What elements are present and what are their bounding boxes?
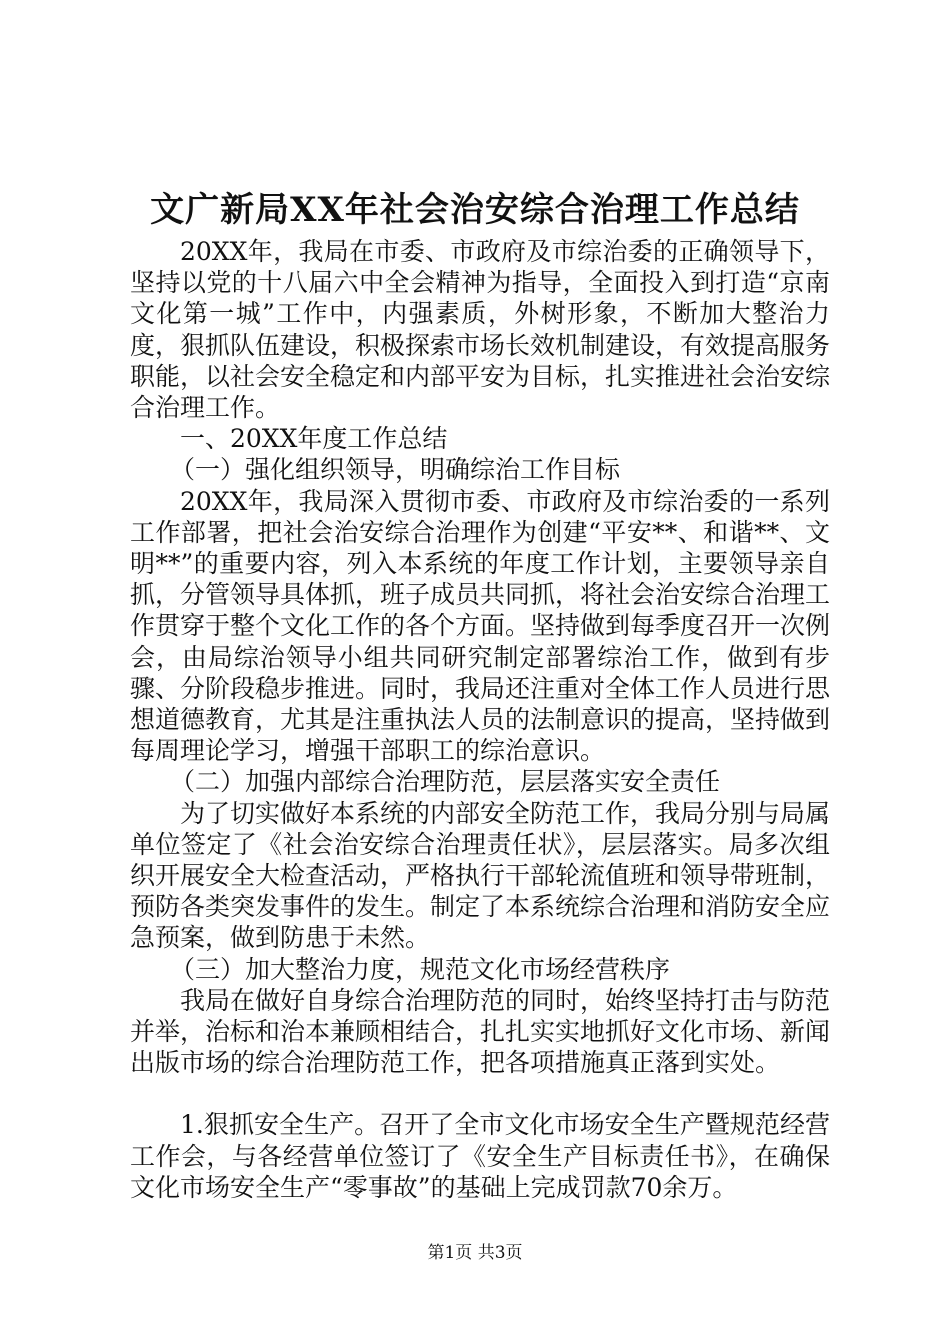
body-paragraph: 我局在做好自身综合治理防范的同时，始终坚持打击与防范并举，治标和治本兼顾相结合，扎扎实实地抓好文化市场、新闻出版市场的综合治理防范工作，把各项措施真正落到实处。 — [130, 985, 831, 1078]
body-paragraph: 20XX年，我局深入贯彻市委、市政府及市综治委的一系列工作部署，把社会治安综合治理作为创建“平安**、和谐**、文明**”的重要内容，列入本系统的年度工作计划，主要领导亲自抓，分管领导具体抓，班子成员共同抓，将社会治安综合治理工作贯穿于整个文化工作的各个方面。坚持做到每季度召开一次例会，由局综治领导小组共同研究制定部署综治工作，做到有步骤、分阶段稳步推进。同时，我局还注重对全体工作人员进行思想道德教育，尤其是注重执法人员的法制意识的提高，坚持做到每周理论学习，增强干部职工的综治意识。 — [130, 486, 831, 766]
intro-paragraph: 20XX年，我局在市委、市政府及市综治委的正确领导下，坚持以党的十八届六中全会精神为指导，全面投入到打造“京南文化第一城”工作中，内强素质，外树形象，不断加大整治力度，狠抓队伍建设，积极探索市场长效机制建设，有效提高服务职能，以社会安全稳定和内部平安为目标，扎实推进社会治安综合治理工作。 — [130, 237, 831, 423]
numbered-paragraph: 1.狠抓安全生产。召开了全市文化市场安全生产暨规范经营工作会，与各经营单位签订了《安全生产目标责任书》，在确保文化市场安全生产“零事故”的基础上完成罚款70余万。 — [130, 1110, 830, 1202]
document-title: 文广新局XX年社会治安综合治理工作总结 — [150, 190, 800, 230]
page-footer: 第1页 共3页 — [427, 1243, 523, 1263]
document-body — [130, 236, 830, 1203]
body-paragraph: 为了切实做好本系统的内部安全防范工作，我局分别与局属单位签定了《社会治安综合治理责任状》，层层落实。局多次组织开展安全大检查活动，严格执行干部轮流值班和领导带班制，预防各类突发事件的发生。制定了本系统综合治理和消防安全应急预案，做到防患于未然。 — [130, 798, 831, 953]
section-heading: 一、20XX年度工作总结 — [180, 424, 448, 454]
subsection-heading: （一）强化组织领导，明确综治工作目标 — [170, 455, 621, 485]
subsection-heading: （二）加强内部综合治理防范，层层落实安全责任 — [170, 767, 721, 797]
subsection-heading: （三）加大整治力度，规范文化市场经营秩序 — [170, 954, 671, 984]
